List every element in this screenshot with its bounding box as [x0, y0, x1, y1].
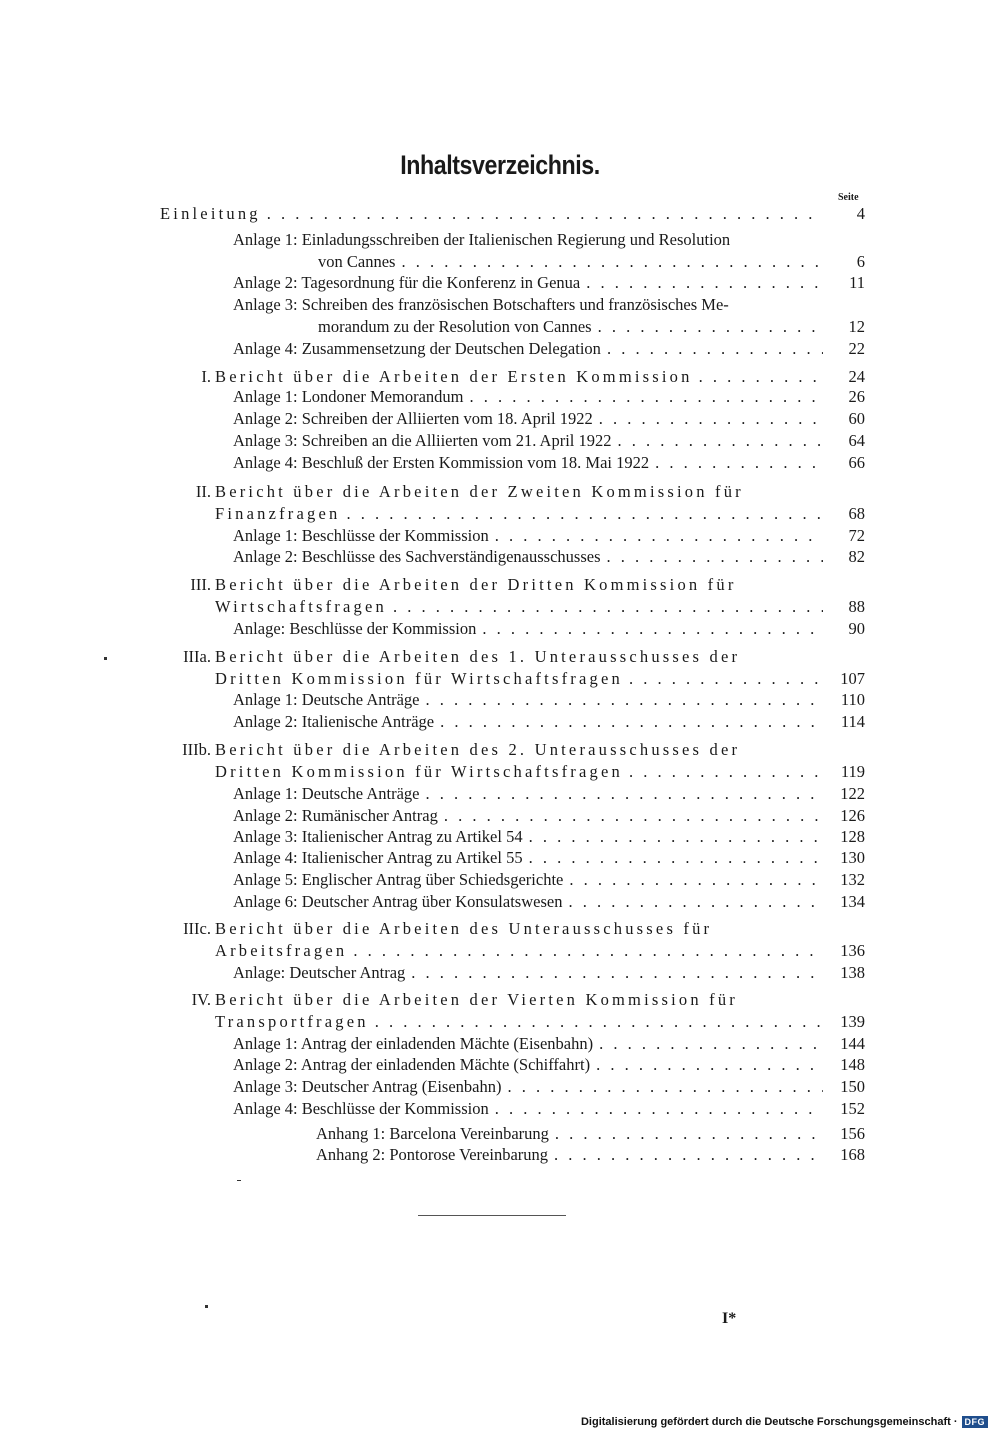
entry-title: Bericht über die Arbeiten des Unterausschusses für: [215, 919, 713, 938]
page-number: 64: [848, 431, 865, 450]
toc-row: [0, 525, 1000, 547]
speck-mark: [237, 1180, 241, 1181]
section-number: IIIc.: [183, 919, 211, 938]
toc-row: [0, 546, 1000, 568]
toc-row: [0, 430, 1000, 452]
page-number: 114: [840, 712, 865, 731]
leader-dots: [438, 805, 823, 827]
toc-row: [0, 503, 1000, 525]
entry-title: Anlage 4: Italienischer Antrag zu Artikel 55: [233, 848, 523, 867]
page-number: 128: [840, 827, 865, 846]
leader-dots: [548, 1144, 823, 1166]
page-number: 150: [840, 1077, 865, 1096]
entry-title: Einleitung: [160, 204, 261, 223]
section-number: IIIb.: [182, 740, 211, 759]
leader-dots: [523, 847, 823, 869]
entry-title: Bericht über die Arbeiten der Ersten Kommission: [215, 367, 693, 386]
leader-dots: [590, 1054, 823, 1076]
page-number: 152: [840, 1099, 865, 1118]
entry-title: Bericht über die Arbeiten der Dritten Kommission für: [215, 575, 737, 594]
entry-title: Transportfragen: [215, 1012, 369, 1031]
toc-row: [0, 1123, 1000, 1145]
toc-row: [0, 481, 1000, 503]
entry-title: Anlage 6: Deutscher Antrag über Konsulatswesen: [233, 892, 563, 911]
leader-dots: [405, 962, 823, 984]
toc-row: [0, 596, 1000, 618]
leader-dots: [623, 668, 823, 690]
page-number: 68: [848, 504, 865, 523]
leader-dots: [549, 1123, 823, 1145]
speck-mark: [205, 1305, 208, 1308]
toc-row: [0, 408, 1000, 430]
sheet-signature: I*: [722, 1310, 737, 1327]
toc-row: [0, 272, 1000, 294]
page-number: 168: [840, 1145, 865, 1164]
entry-title: Anlage 2: Tagesordnung für die Konferenz in Genua: [233, 273, 581, 292]
page-number: 134: [840, 892, 865, 911]
page-number: 82: [848, 547, 865, 566]
toc-row: [0, 618, 1000, 640]
toc-row: [0, 689, 1000, 711]
entry-title: Anlage 1: Einladungsschreiben der Italienischen Regierung und Resolution: [233, 230, 731, 249]
leader-dots: [489, 1098, 823, 1120]
toc-row: [0, 294, 1000, 316]
entry-title: Anlage 2: Rumänischer Antrag: [233, 806, 438, 825]
toc-row: [0, 783, 1000, 805]
page-number: 24: [848, 367, 865, 386]
toc-row: [0, 962, 1000, 984]
leader-dots: [580, 272, 823, 294]
dfg-logo: DFG: [962, 1416, 989, 1428]
toc-row: [0, 1033, 1000, 1055]
toc-row: [0, 1144, 1000, 1166]
entry-title: Anlage 4: Beschluß der Ersten Kommission vom 18. Mai 1922: [233, 453, 650, 472]
entry-title: Bericht über die Arbeiten der Vierten Kommission für: [215, 990, 738, 1009]
page-number: 110: [840, 690, 865, 709]
leader-dots: [261, 203, 823, 225]
page-number: 156: [840, 1124, 865, 1143]
leader-dots: [693, 366, 823, 388]
leader-dots: [523, 826, 823, 848]
entry-title: Anhang 2: Pontorose Vereinbarung: [316, 1145, 549, 1164]
page-number: 22: [848, 339, 865, 358]
toc-row: [0, 338, 1000, 360]
entry-title: Anlage 1: Deutsche Anträge: [233, 784, 420, 803]
page-number: 88: [848, 597, 865, 616]
entry-title: Anlage: Deutscher Antrag: [233, 963, 406, 982]
leader-dots: [612, 430, 823, 452]
entry-title: morandum zu der Resolution von Cannes: [318, 317, 592, 336]
toc-row: [0, 805, 1000, 827]
toc-row: [0, 386, 1000, 408]
toc-row: [0, 668, 1000, 690]
page-number: 132: [840, 870, 865, 889]
leader-dots: [593, 408, 823, 430]
section-number: I.: [201, 367, 211, 386]
page-number: 138: [840, 963, 865, 982]
page-number: 130: [840, 848, 865, 867]
entry-title: Bericht über die Arbeiten der Zweiten Kommission für: [215, 482, 744, 501]
entry-title: Bericht über die Arbeiten des 1. Unterausschusses der: [215, 647, 741, 666]
toc-row: [0, 452, 1000, 474]
page-number: 72: [848, 526, 865, 545]
toc-row: [0, 1098, 1000, 1120]
toc-row: [0, 251, 1000, 273]
separator-line: [418, 1215, 566, 1216]
toc-row: [0, 761, 1000, 783]
speck-mark: [104, 657, 107, 660]
toc-row: [0, 646, 1000, 668]
toc-row: [0, 366, 1000, 388]
leader-dots: [419, 783, 823, 805]
entry-title: Anlage 3: Deutscher Antrag (Eisenbahn): [233, 1077, 502, 1096]
section-number: II.: [195, 482, 211, 501]
page-number: 139: [840, 1012, 865, 1031]
toc-row: [0, 203, 1000, 225]
page-number: 12: [848, 317, 865, 336]
entry-title: Anlage 1: Antrag der einladenden Mächte (Eisenbahn): [233, 1034, 594, 1053]
page-number: 60: [848, 409, 865, 428]
toc-row: [0, 739, 1000, 761]
entry-title: Dritten Kommission für Wirtschaftsfragen: [215, 669, 623, 688]
leader-dots: [387, 596, 823, 618]
toc-row: [0, 316, 1000, 338]
page-number: 107: [840, 669, 865, 688]
seite-column-label: Seite: [838, 192, 859, 203]
page-number: 119: [840, 762, 865, 781]
leader-dots: [601, 546, 823, 568]
entry-title: Dritten Kommission für Wirtschaftsfragen: [215, 762, 623, 781]
entry-title: Wirtschaftsfragen: [215, 597, 387, 616]
entry-title: Anlage 1: Londoner Memorandum: [233, 387, 464, 406]
page-number: 126: [840, 806, 865, 825]
section-number: IIIa.: [183, 647, 211, 666]
leader-dots: [419, 689, 823, 711]
leader-dots: [502, 1076, 824, 1098]
toc-row: [0, 1011, 1000, 1033]
toc-row: [0, 847, 1000, 869]
section-number: III.: [190, 575, 211, 594]
page-number: 122: [840, 784, 865, 803]
entry-title: Anlage 4: Beschlüsse der Kommission: [233, 1099, 489, 1118]
entry-title: Anlage 3: Schreiben des französischen Botschafters und französisches Me-: [233, 295, 729, 314]
entry-title: Finanzfragen: [215, 504, 341, 523]
entry-title: Anlage 2: Schreiben der Alliierten vom 18. April 1922: [233, 409, 593, 428]
entry-title: Anlage: Beschlüsse der Kommission: [233, 619, 477, 638]
leader-dots: [347, 940, 823, 962]
page-number: 90: [848, 619, 865, 638]
footer-text: Digitalisierung gefördert durch die Deutsche Forschungsgemeinschaft ·: [580, 1416, 958, 1428]
entry-title: von Cannes: [318, 252, 396, 271]
page-title: Inhaltsverzeichnis.: [400, 150, 600, 180]
leader-dots: [601, 338, 823, 360]
entry-title: Anlage 5: Englischer Antrag über Schiedsgerichte: [233, 870, 564, 889]
leader-dots: [563, 869, 823, 891]
leader-dots: [395, 251, 823, 273]
leader-dots: [623, 761, 823, 783]
section-number: IV.: [191, 990, 211, 1009]
leader-dots: [476, 618, 823, 640]
leader-dots: [592, 316, 823, 338]
entry-title: Anhang 1: Barcelona Vereinbarung: [316, 1124, 549, 1143]
toc-row: [0, 989, 1000, 1011]
page-number: 144: [840, 1034, 865, 1053]
entry-title: Anlage 4: Zusammensetzung der Deutschen Delegation: [233, 339, 601, 358]
entry-title: Anlage 3: Schreiben an die Alliierten vom 21. April 1922: [233, 431, 612, 450]
toc-row: [0, 229, 1000, 251]
footer: [581, 1416, 988, 1428]
toc-row: [0, 891, 1000, 913]
toc-row: [0, 1054, 1000, 1076]
entry-title: Bericht über die Arbeiten des 2. Unterausschusses der: [215, 740, 741, 759]
entry-title: Anlage 1: Deutsche Anträge: [233, 690, 420, 709]
entry-title: Anlage 2: Italienische Anträge: [233, 712, 435, 731]
toc-row: [0, 1076, 1000, 1098]
leader-dots: [340, 503, 823, 525]
page-number: 6: [856, 252, 865, 271]
leader-dots: [562, 891, 823, 913]
toc-row: [0, 918, 1000, 940]
leader-dots: [489, 525, 823, 547]
leader-dots: [649, 452, 823, 474]
entry-title: Anlage 2: Antrag der einladenden Mächte (Schiffahrt): [233, 1055, 591, 1074]
toc-row: [0, 869, 1000, 891]
entry-title: Anlage 3: Italienischer Antrag zu Artikel 54: [233, 827, 523, 846]
page-number: 136: [840, 941, 865, 960]
page-number: 11: [849, 273, 865, 292]
toc-row: [0, 940, 1000, 962]
toc-row: [0, 826, 1000, 848]
toc-row: [0, 711, 1000, 733]
leader-dots: [463, 386, 823, 408]
entry-title: Anlage 2: Beschlüsse des Sachverständigenausschusses: [233, 547, 601, 566]
page-number: 66: [848, 453, 865, 472]
entry-title: Anlage 1: Beschlüsse der Kommission: [233, 526, 489, 545]
leader-dots: [593, 1033, 823, 1055]
page-number: 148: [840, 1055, 865, 1074]
page-number: 26: [848, 387, 865, 406]
toc-row: [0, 574, 1000, 596]
leader-dots: [434, 711, 823, 733]
leader-dots: [369, 1011, 823, 1033]
page-number: 4: [856, 204, 865, 223]
entry-title: Arbeitsfragen: [215, 941, 348, 960]
